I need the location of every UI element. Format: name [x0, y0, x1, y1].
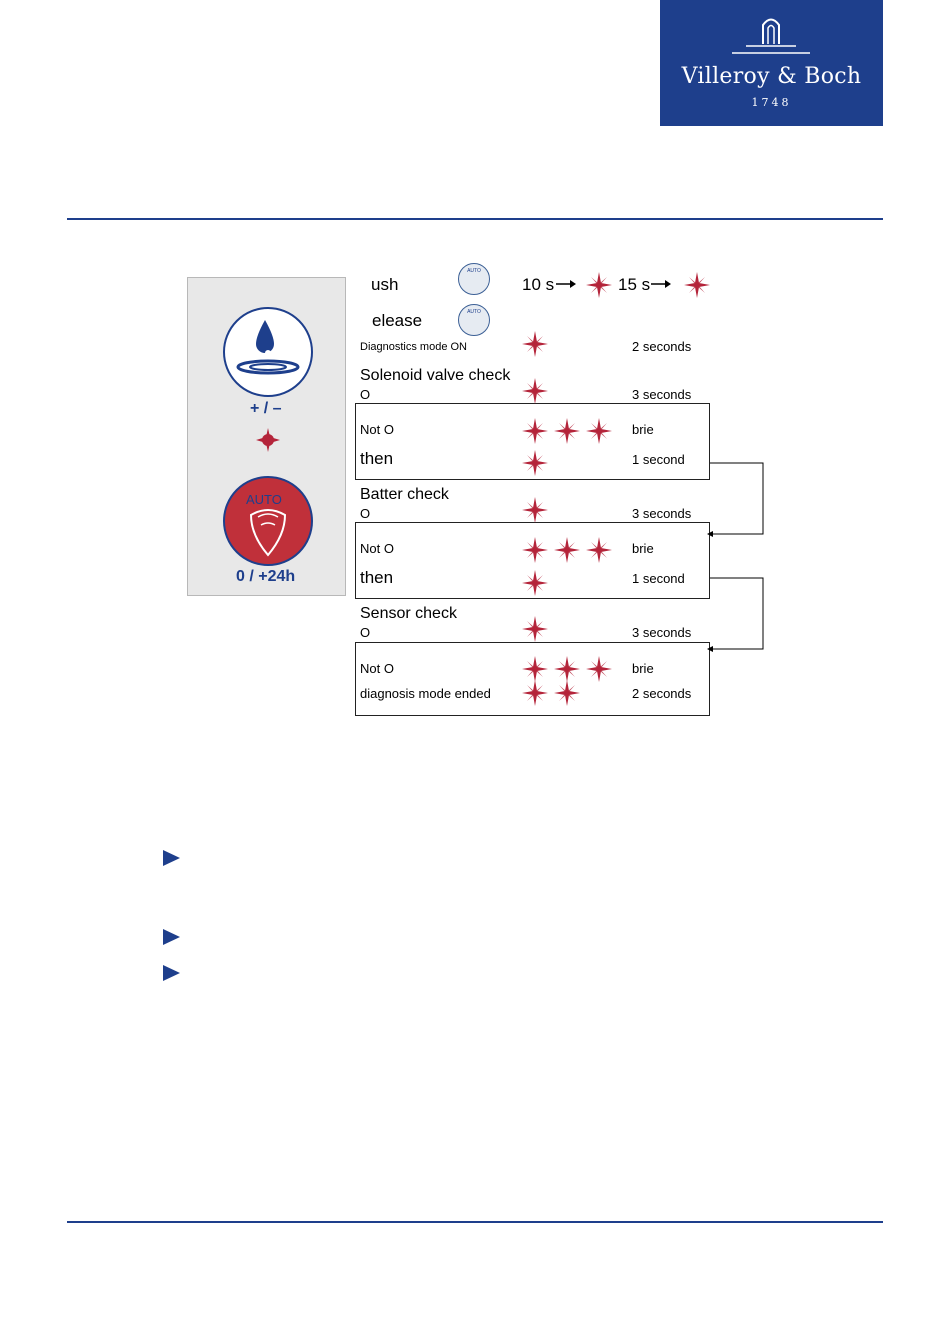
blink-star-icon	[554, 418, 580, 444]
push-text: ush	[371, 275, 399, 294]
blink-star-icon	[522, 450, 548, 476]
not-ok-label-2: Not O	[360, 541, 394, 556]
blink-star-icon	[586, 656, 612, 682]
timer-label: 0 / +24h	[236, 568, 296, 585]
blink-star-icon	[684, 272, 710, 298]
blink-star-icon	[522, 497, 548, 523]
blink-star-icon	[554, 680, 580, 706]
sensor-title: Sensor check	[360, 605, 457, 622]
ok-time-3: 3 seconds	[632, 625, 692, 640]
then-time-1: 1 second	[632, 452, 685, 467]
bullet-triangle-icon	[163, 850, 180, 866]
diag-on-label: Diagnostics mode ON	[360, 341, 467, 353]
then-time-2: 1 second	[632, 571, 685, 586]
battery-title: Batter check	[360, 486, 449, 503]
auto-button-icon-small: AUTO	[458, 304, 490, 336]
not-ok-label-1: Not O	[360, 422, 394, 437]
blink-star-icon	[554, 656, 580, 682]
not-ok-time-1: brie	[632, 422, 654, 437]
logo-brand-text: Villeroy & Boch	[681, 64, 862, 89]
not-ok-time-2: brie	[632, 541, 654, 556]
blink-star-icon	[586, 418, 612, 444]
time-15s: 15 s	[618, 275, 651, 294]
diag-on-time: 2 seconds	[632, 339, 692, 354]
ended-label: diagnosis mode ended	[360, 686, 491, 701]
blink-star-icon	[586, 537, 612, 563]
auto-button-icon-small: AUTO	[458, 263, 490, 295]
ok-time-2: 3 seconds	[632, 506, 692, 521]
ok-time-1: 3 seconds	[632, 387, 692, 402]
release-text: elease	[372, 311, 423, 330]
not-ok-time-3: brie	[632, 661, 654, 676]
ended-time: 2 seconds	[632, 686, 692, 701]
bullet-triangle-icon	[163, 929, 180, 945]
then-label-1: then	[360, 449, 394, 468]
auto-label: AUTO	[246, 492, 282, 507]
blink-star-icon	[522, 680, 548, 706]
blink-star-icon	[522, 378, 548, 404]
plus-minus-label: + / –	[250, 400, 282, 417]
not-ok-label-3: Not O	[360, 661, 394, 676]
blink-star-icon	[522, 537, 548, 563]
blink-star-icon	[586, 272, 612, 298]
blink-star-icon	[522, 418, 548, 444]
bullet-triangle-icon	[163, 965, 180, 981]
ok-label-3: O	[360, 625, 371, 640]
then-label-2: then	[360, 568, 394, 587]
solenoid-title: Solenoid valve check	[360, 367, 511, 384]
blink-star-icon	[554, 537, 580, 563]
blink-star-icon	[522, 570, 548, 596]
time-10s: 10 s	[522, 275, 555, 294]
ok-label-1: O	[360, 387, 371, 402]
logo-year-text: 1748	[751, 96, 792, 109]
blink-star-icon	[522, 656, 548, 682]
blink-star-icon	[522, 331, 548, 357]
ok-label-2: O	[360, 506, 371, 521]
blink-star-icon	[522, 616, 548, 642]
